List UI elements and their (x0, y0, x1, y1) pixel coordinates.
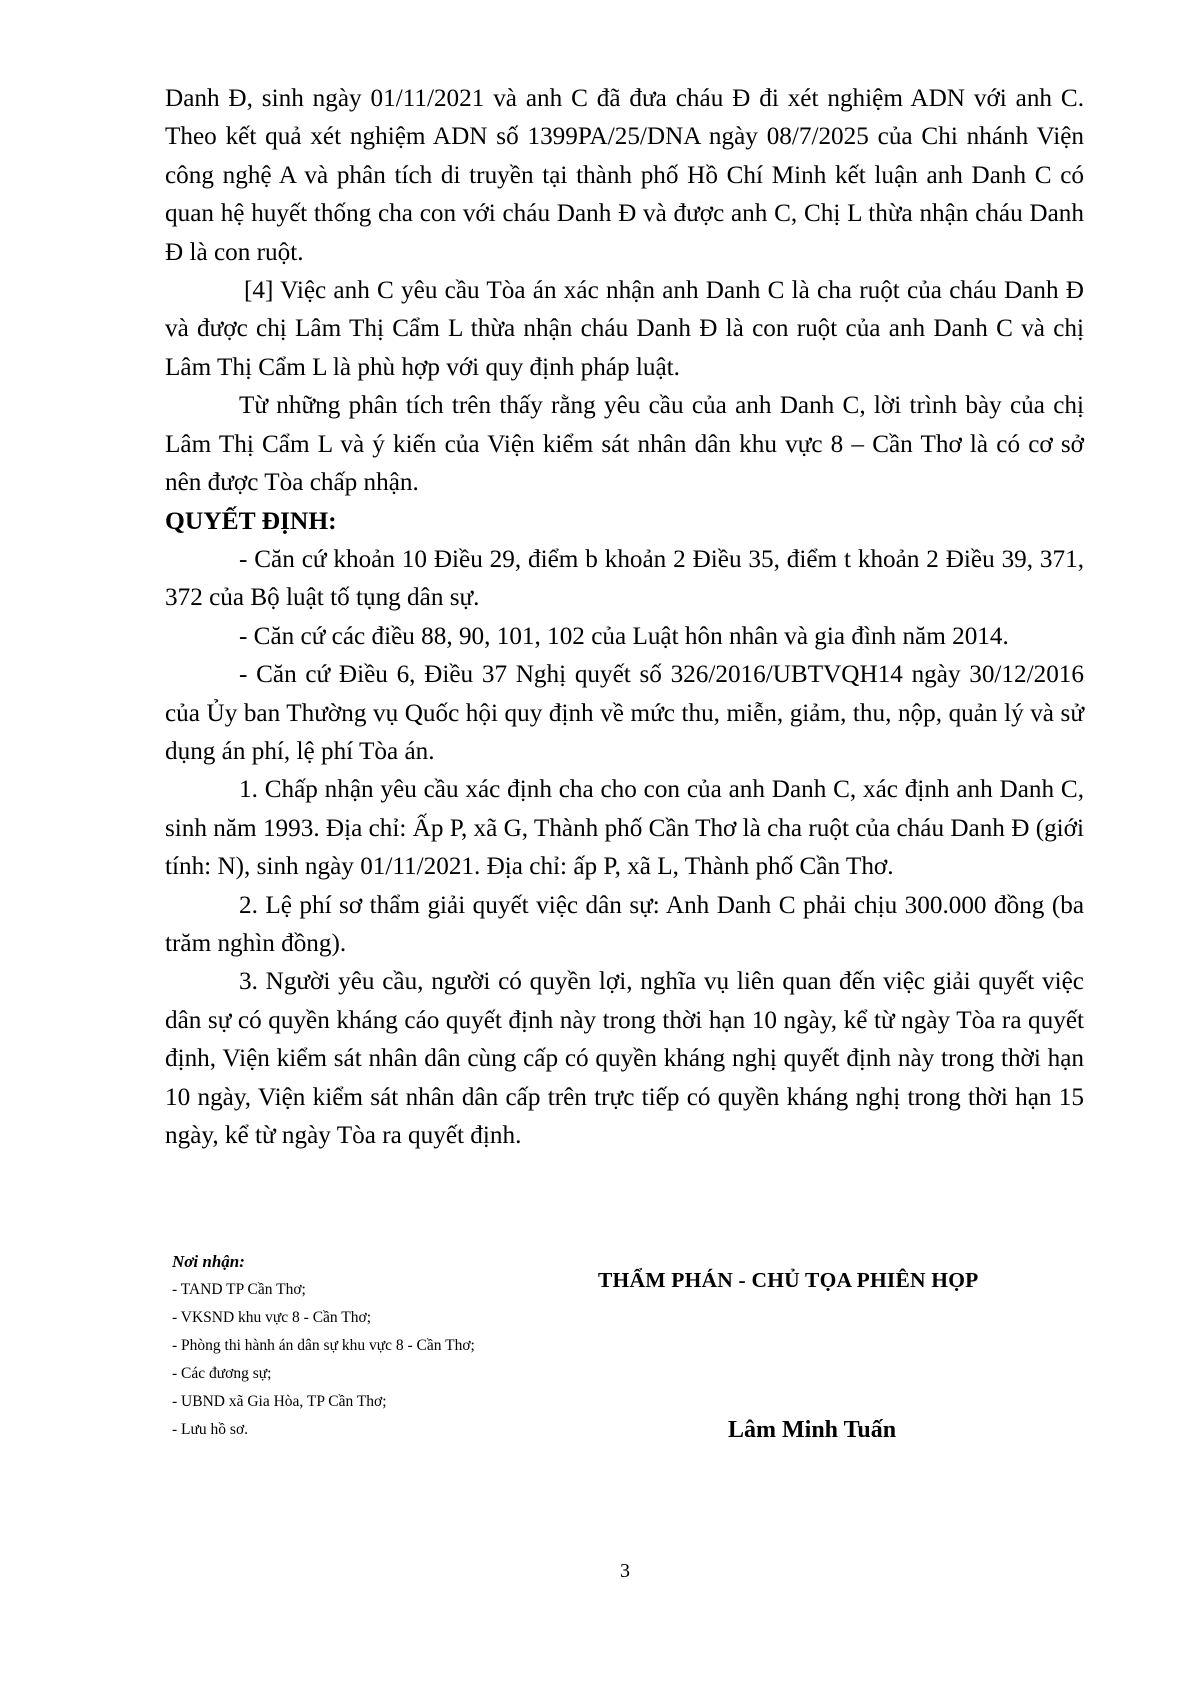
decision-basis-resolution: - Căn cứ Điều 6, Điều 37 Nghị quyết số 326/2016/UBTVQH14 ngày 30/12/2016 của Ủy ban Thường vụ Quốc hội quy định về mức thu, miễn, giảm, thu, nộp, quản lý và sử dụng án phí, lệ phí Tòa án. (165, 661, 1084, 765)
decision-basis-family-law: - Căn cứ các điều 88, 90, 101, 102 của Luật hôn nhân và gia đình năm 2014. (239, 622, 1009, 650)
recipients-heading: Nơi nhận: (172, 1252, 245, 1271)
recipient-item: - UBND xã Gia Hòa, TP Cần Thơ; (172, 1393, 387, 1410)
document-body (165, 80, 1084, 1155)
decision-heading: QUYẾT ĐỊNH: (165, 506, 337, 536)
page-number: 3 (620, 1560, 630, 1582)
recipient-item: - Lưu hồ sơ. (172, 1421, 249, 1438)
paragraph-dna-result: Danh Đ, sinh ngày 01/11/2021 và anh C đã đưa cháu Đ đi xét nghiệm ADN với anh C. Theo kết quả xét nghiệm ADN số 1399PA/25/DNA ngày 08/7/2025 của Chi nhánh Viện công nghệ A và phân tích di truyền tại thành phố Hồ Chí Minh kết luận anh Danh C có quan hệ huyết thống cha con với cháu Danh Đ và được anh C, Chị L thừa nhận cháu Danh Đ là con ruột. (165, 85, 1084, 266)
signer-title: THẨM PHÁN - CHỦ TỌA PHIÊN HỌP (598, 1268, 979, 1292)
recipient-item: - Các đương sự; (172, 1365, 272, 1382)
decision-item-1: 1. Chấp nhận yêu cầu xác định cha cho con của anh Danh C, xác định anh Danh C, sinh năm 1993. Địa chỉ: Ấp P, xã G, Thành phố Cần Thơ là cha ruột của cháu Danh Đ (giới tính: N), sinh ngày 01/11/2021. Địa chỉ: ấp P, xã L, Thành phố Cần Thơ. (165, 776, 1084, 881)
paragraph-point-4: [4] Việc anh C yêu cầu Tòa án xác nhận anh Danh C là cha ruột của cháu Danh Đ và được chị Lâm Thị Cẩm L thừa nhận cháu Danh Đ là con ruột của anh Danh C và chị Lâm Thị Cẩm L là phù hợp với quy định pháp luật. (165, 277, 1084, 381)
recipients-list (172, 1276, 592, 1444)
decision-item-3: 3. Người yêu cầu, người có quyền lợi, nghĩa vụ liên quan đến việc giải quyết việc dân sự có quyền kháng cáo quyết định này trong thời hạn 10 ngày, kể từ ngày Tòa ra quyết định, Viện kiểm sát nhân dân cùng cấp có quyền kháng nghị quyết định này trong thời hạn 10 ngày, Viện kiểm sát nhân dân cấp trên trực tiếp có quyền kháng nghị trong thời hạn 15 ngày, kể từ ngày Tòa ra quyết định. (165, 968, 1084, 1149)
recipients-block (172, 1248, 592, 1444)
paragraph-conclusion: Từ những phân tích trên thấy rằng yêu cầu của anh Danh C, lời trình bày của chị Lâm Thị Cẩm L và ý kiến của Viện kiểm sát nhân dân khu vực 8 – Cần Thơ là có cơ sở nên được Tòa chấp nhận. (165, 392, 1084, 497)
decision-item-2: 2. Lệ phí sơ thẩm giải quyết việc dân sự: Anh Danh C phải chịu 300.000 đồng (ba trăm nghìn đồng). (165, 891, 1084, 957)
signer-name: Lâm Minh Tuấn (728, 1417, 897, 1443)
decision-basis-civil-procedure: - Căn cứ khoản 10 Điều 29, điểm b khoản 2 Điều 35, điểm t khoản 2 Điều 39, 371, 372 của Bộ luật tố tụng dân sự. (165, 545, 1084, 612)
recipient-item: - TAND TP Cần Thơ; (172, 1281, 306, 1298)
recipient-item: - Phòng thi hành án dân sự khu vực 8 - Cần Thơ; (172, 1337, 475, 1354)
recipient-item: - VKSND khu vực 8 - Cần Thơ; (172, 1309, 372, 1326)
